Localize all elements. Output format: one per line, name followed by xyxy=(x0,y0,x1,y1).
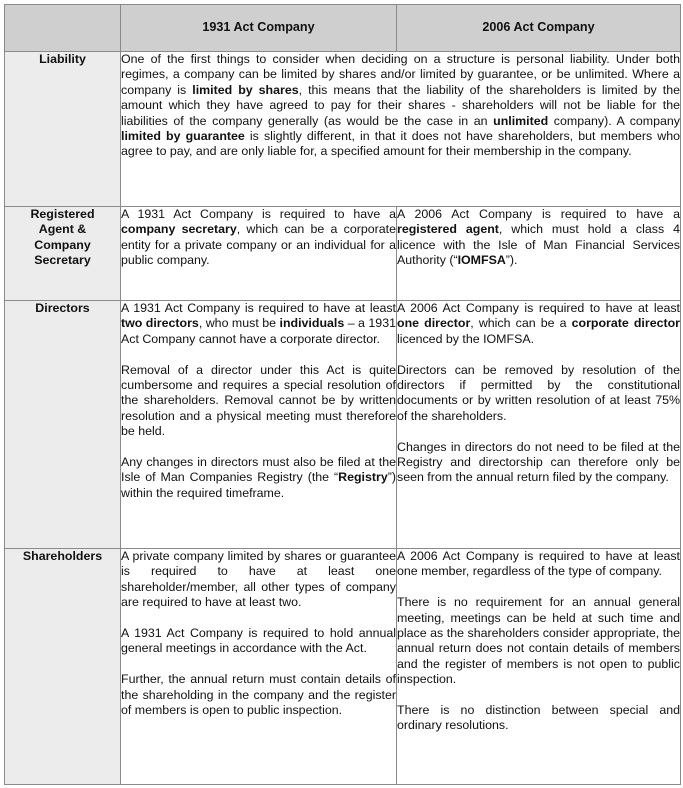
bold-individuals: individuals xyxy=(279,316,345,331)
paragraph: Removal of a director under this Act is quite cumbersome and requires a special resolution of the shareholders. Removal cannot be by written resolution and a physical meeting must therefore be held. xyxy=(121,362,396,439)
paragraph xyxy=(121,301,396,347)
text-part: A 1931 Act Company is required to have at least xyxy=(121,301,396,315)
row-label-liability: Liability xyxy=(5,52,121,207)
liability-text xyxy=(121,52,681,207)
label-line: Secretary xyxy=(34,253,91,268)
paragraph: A private company limited by shares or guarantee is required to have at least one shareholder/member, all other types of company are required to have at least two. xyxy=(121,549,396,610)
liability-text-part: , this means that the liability of the shareholders is limited by the amount which they have agreed to pay for their shares - shareholders will not be liable for the liabilities of the company generally (as would be the case in an xyxy=(121,82,680,128)
comparison-table xyxy=(4,4,681,785)
text-part: – a 1931 Act Company cannot have a corporate director. xyxy=(121,316,396,346)
liability-text-part: One of the first things to consider when deciding on a structure is personal liability. Under both regimes, a company can be limited by shares and/or limited by guarantee, or be unlimited. Where a company is xyxy=(121,52,680,97)
text-part: A 2006 Act Company is required to have at least xyxy=(397,301,680,315)
liability-bold-limited-by-guarantee: limited by guarantee xyxy=(121,129,245,144)
paragraph xyxy=(121,455,396,501)
liability-bold-unlimited: unlimited xyxy=(493,113,549,128)
directors-2006-text xyxy=(397,301,681,549)
shareholders-1931-text xyxy=(121,549,397,785)
paragraph: There is no requirement for an annual general meeting, meetings can be held at such time and place as the shareholders consider appropriate, the annual return does not contain details of members and the register of members is not open to public inspection. xyxy=(397,595,680,687)
row-shareholders xyxy=(5,549,681,785)
shareholders-2006-text xyxy=(397,549,681,785)
bold-company-secretary: company secretary xyxy=(121,222,237,237)
bold-registered-agent: registered agent xyxy=(397,222,499,237)
row-label-shareholders: Shareholders xyxy=(5,549,121,785)
text-part: , who must be xyxy=(198,316,280,331)
paragraph: A 2006 Act Company is required to have at least one member, regardless of the type of company. xyxy=(397,549,680,579)
text-part: , which must hold a class 4 licence with the Isle of Man Financial Services Authority (“ xyxy=(397,222,680,268)
paragraph: Changes in directors do not need to be filed at the Registry and directorship can therefore only be seen from the annual return filed by the company. xyxy=(397,439,680,485)
row-liability xyxy=(5,52,681,207)
header-corner-cell xyxy=(5,5,121,52)
row-registered-agent xyxy=(5,207,681,301)
paragraph: There is no distinction between special and ordinary resolutions. xyxy=(397,703,680,733)
header-2006-act: 2006 Act Company xyxy=(397,5,681,52)
paragraph: Directors can be removed by resolution of the directors if permitted by the constitutional documents or by written resolution of at least 75% of the shareholders. xyxy=(397,362,680,423)
liability-text-part: company). A company xyxy=(548,113,680,128)
paragraph: Further, the annual return must contain details of the shareholding in the company and the register of members is open to public inspection. xyxy=(121,672,396,718)
text-part: A 2006 Act Company is required to have a xyxy=(397,207,680,221)
text-part: A 1931 Act Company is required to have a xyxy=(121,207,396,221)
row-label-registered-agent xyxy=(5,207,121,301)
text-part: Any changes in directors must also be filed at the Isle of Man Companies Registry (the “ xyxy=(121,455,396,485)
text-part: , which can be a xyxy=(470,316,572,331)
paragraph xyxy=(397,301,680,347)
label-line: Registered xyxy=(30,207,95,221)
bold-two-directors: two directors xyxy=(121,316,199,331)
text-part: ”). xyxy=(505,253,518,268)
header-1931-act: 1931 Act Company xyxy=(121,5,397,52)
registered-2006-text xyxy=(397,207,681,301)
text-part: licenced by the IOMFSA. xyxy=(397,331,535,346)
directors-1931-text xyxy=(121,301,397,549)
header-row xyxy=(5,5,681,52)
row-label-directors: Directors xyxy=(5,301,121,549)
paragraph: A 1931 Act Company is required to hold annual general meetings in accordance with the Act. xyxy=(121,626,396,656)
label-line: Company xyxy=(34,237,91,252)
row-directors xyxy=(5,301,681,549)
liability-text-part: is slightly different, in that it does not have shareholders, but members who agree to pay, and are only liable for, a specified amount for their membership in the company. xyxy=(121,129,681,159)
registered-1931-text xyxy=(121,207,397,301)
bold-iomfsa: IOMFSA xyxy=(457,253,506,268)
text-part: , which can be a corporate entity for a private company or an individual for a public company. xyxy=(121,222,396,268)
bold-registry: Registry xyxy=(338,470,388,485)
text-part: ”) within the required timeframe. xyxy=(121,470,396,500)
liability-bold-limited-by-shares: limited by shares xyxy=(192,82,299,97)
label-line: Agent & xyxy=(38,222,87,237)
bold-one-director: one director xyxy=(397,316,471,331)
bold-corporate-director: corporate director xyxy=(571,316,681,331)
